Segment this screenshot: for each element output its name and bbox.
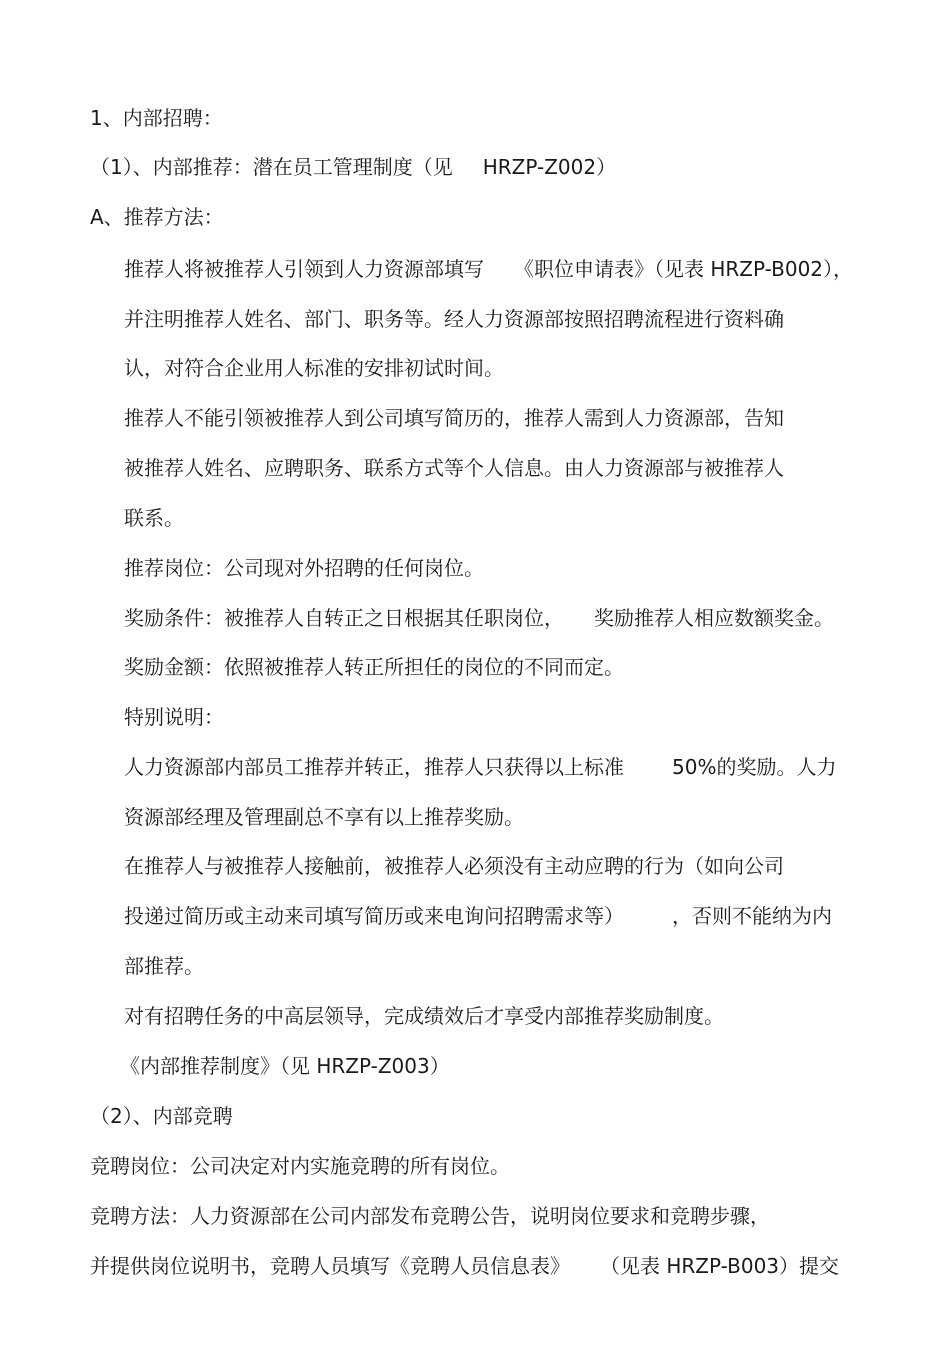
- paragraph-line: [124, 901, 832, 931]
- paragraph-line: [124, 951, 204, 981]
- paragraph-line: [124, 553, 484, 583]
- paragraph-text: 联系。: [124, 506, 184, 530]
- paragraph-line: [124, 652, 624, 682]
- paragraph-line: [124, 702, 224, 732]
- paragraph-text: 奖励金额：依照被推荐人转正所担任的岗位的不同而定。: [124, 655, 624, 679]
- paragraph-line: [124, 851, 784, 881]
- subheading-text: （2）、内部竞聘: [90, 1104, 233, 1128]
- paragraph-text: 在推荐人与被推荐人接触前，被推荐人必须没有主动应聘的行为（如向公司: [124, 854, 784, 878]
- paragraph-line: [124, 802, 524, 832]
- paragraph-text: 并提供岗位说明书，竞聘人员填写《竞聘人员信息表》: [90, 1254, 570, 1278]
- paragraph-line: [124, 403, 784, 433]
- document-code: HRZP-Z002）: [482, 155, 617, 179]
- paragraph-line: [124, 752, 836, 782]
- paragraph-text: 竞聘方法：人力资源部在公司内部发布竞聘公告，说明岗位要求和竞聘步骤，: [90, 1204, 770, 1228]
- paragraph-line: [90, 1151, 510, 1181]
- reference-text: 《内部推荐制度》（见 HRZP-Z003）: [120, 1054, 450, 1078]
- subheading-internal-referral: [90, 152, 616, 182]
- paragraph-text: 推荐人不能引领被推荐人到公司填写简历的，推荐人需到人力资源部，告知: [124, 406, 784, 430]
- paragraph-line: [124, 254, 853, 284]
- paragraph-text: ，否则不能纳为内: [672, 904, 832, 928]
- paragraph-text: 对有招聘任务的中高层领导，完成绩效后才享受内部推荐奖励制度。: [124, 1004, 724, 1028]
- paragraph-text: 被推荐人姓名、应聘职务、联系方式等个人信息。由人力资源部与被推荐人: [124, 456, 784, 480]
- paragraph-line: [90, 1251, 839, 1281]
- paragraph-line: [124, 353, 504, 383]
- paragraph-text: 奖励条件：被推荐人自转正之日根据其任职岗位，: [124, 606, 564, 630]
- paragraph-text: 特别说明：: [124, 705, 224, 729]
- paragraph-line: [124, 503, 184, 533]
- paragraph-line: [124, 1001, 724, 1031]
- paragraph-text: 投递过简历或主动来司填写简历或来电询问招聘需求等）: [124, 904, 624, 928]
- paragraph-text: 人力资源部内部员工推荐并转正，推荐人只获得以上标准: [124, 755, 624, 779]
- form-reference: 《职位申请表》（见表 HRZP-B002），: [514, 257, 854, 281]
- paragraph-text: 奖励推荐人相应数额奖金。: [594, 606, 834, 630]
- paragraph-line: [124, 453, 784, 483]
- heading-internal-recruitment: [90, 103, 223, 133]
- paragraph-text: 50%的奖励。人力: [672, 755, 837, 779]
- subheading-internal-competition: [90, 1101, 233, 1131]
- paragraph-text: 推荐岗位：公司现对外招聘的任何岗位。: [124, 556, 484, 580]
- paragraph-text: 竞聘岗位：公司决定对内实施竞聘的所有岗位。: [90, 1154, 510, 1178]
- section-a-heading: [90, 202, 224, 232]
- paragraph-line: [90, 1201, 770, 1231]
- paragraph-line: [124, 304, 784, 334]
- heading-text: 1、内部招聘：: [90, 106, 223, 130]
- paragraph-text: 并注明推荐人姓名、部门、职务等。经人力资源部按照招聘流程进行资料确: [124, 307, 784, 331]
- paragraph-text: 资源部经理及管理副总不享有以上推荐奖励。: [124, 805, 524, 829]
- document-reference: [120, 1051, 450, 1081]
- paragraph-text: 部推荐。: [124, 954, 204, 978]
- paragraph-line: [124, 603, 834, 633]
- section-a-text: A、推荐方法：: [90, 205, 224, 229]
- form-reference: （见表 HRZP-B003）提交: [600, 1254, 840, 1278]
- paragraph-text: 认，对符合企业用人标准的安排初试时间。: [124, 356, 504, 380]
- subheading-text: （1）、内部推荐：潜在员工管理制度（见: [90, 155, 453, 179]
- paragraph-text: 推荐人将被推荐人引领到人力资源部填写: [124, 257, 484, 281]
